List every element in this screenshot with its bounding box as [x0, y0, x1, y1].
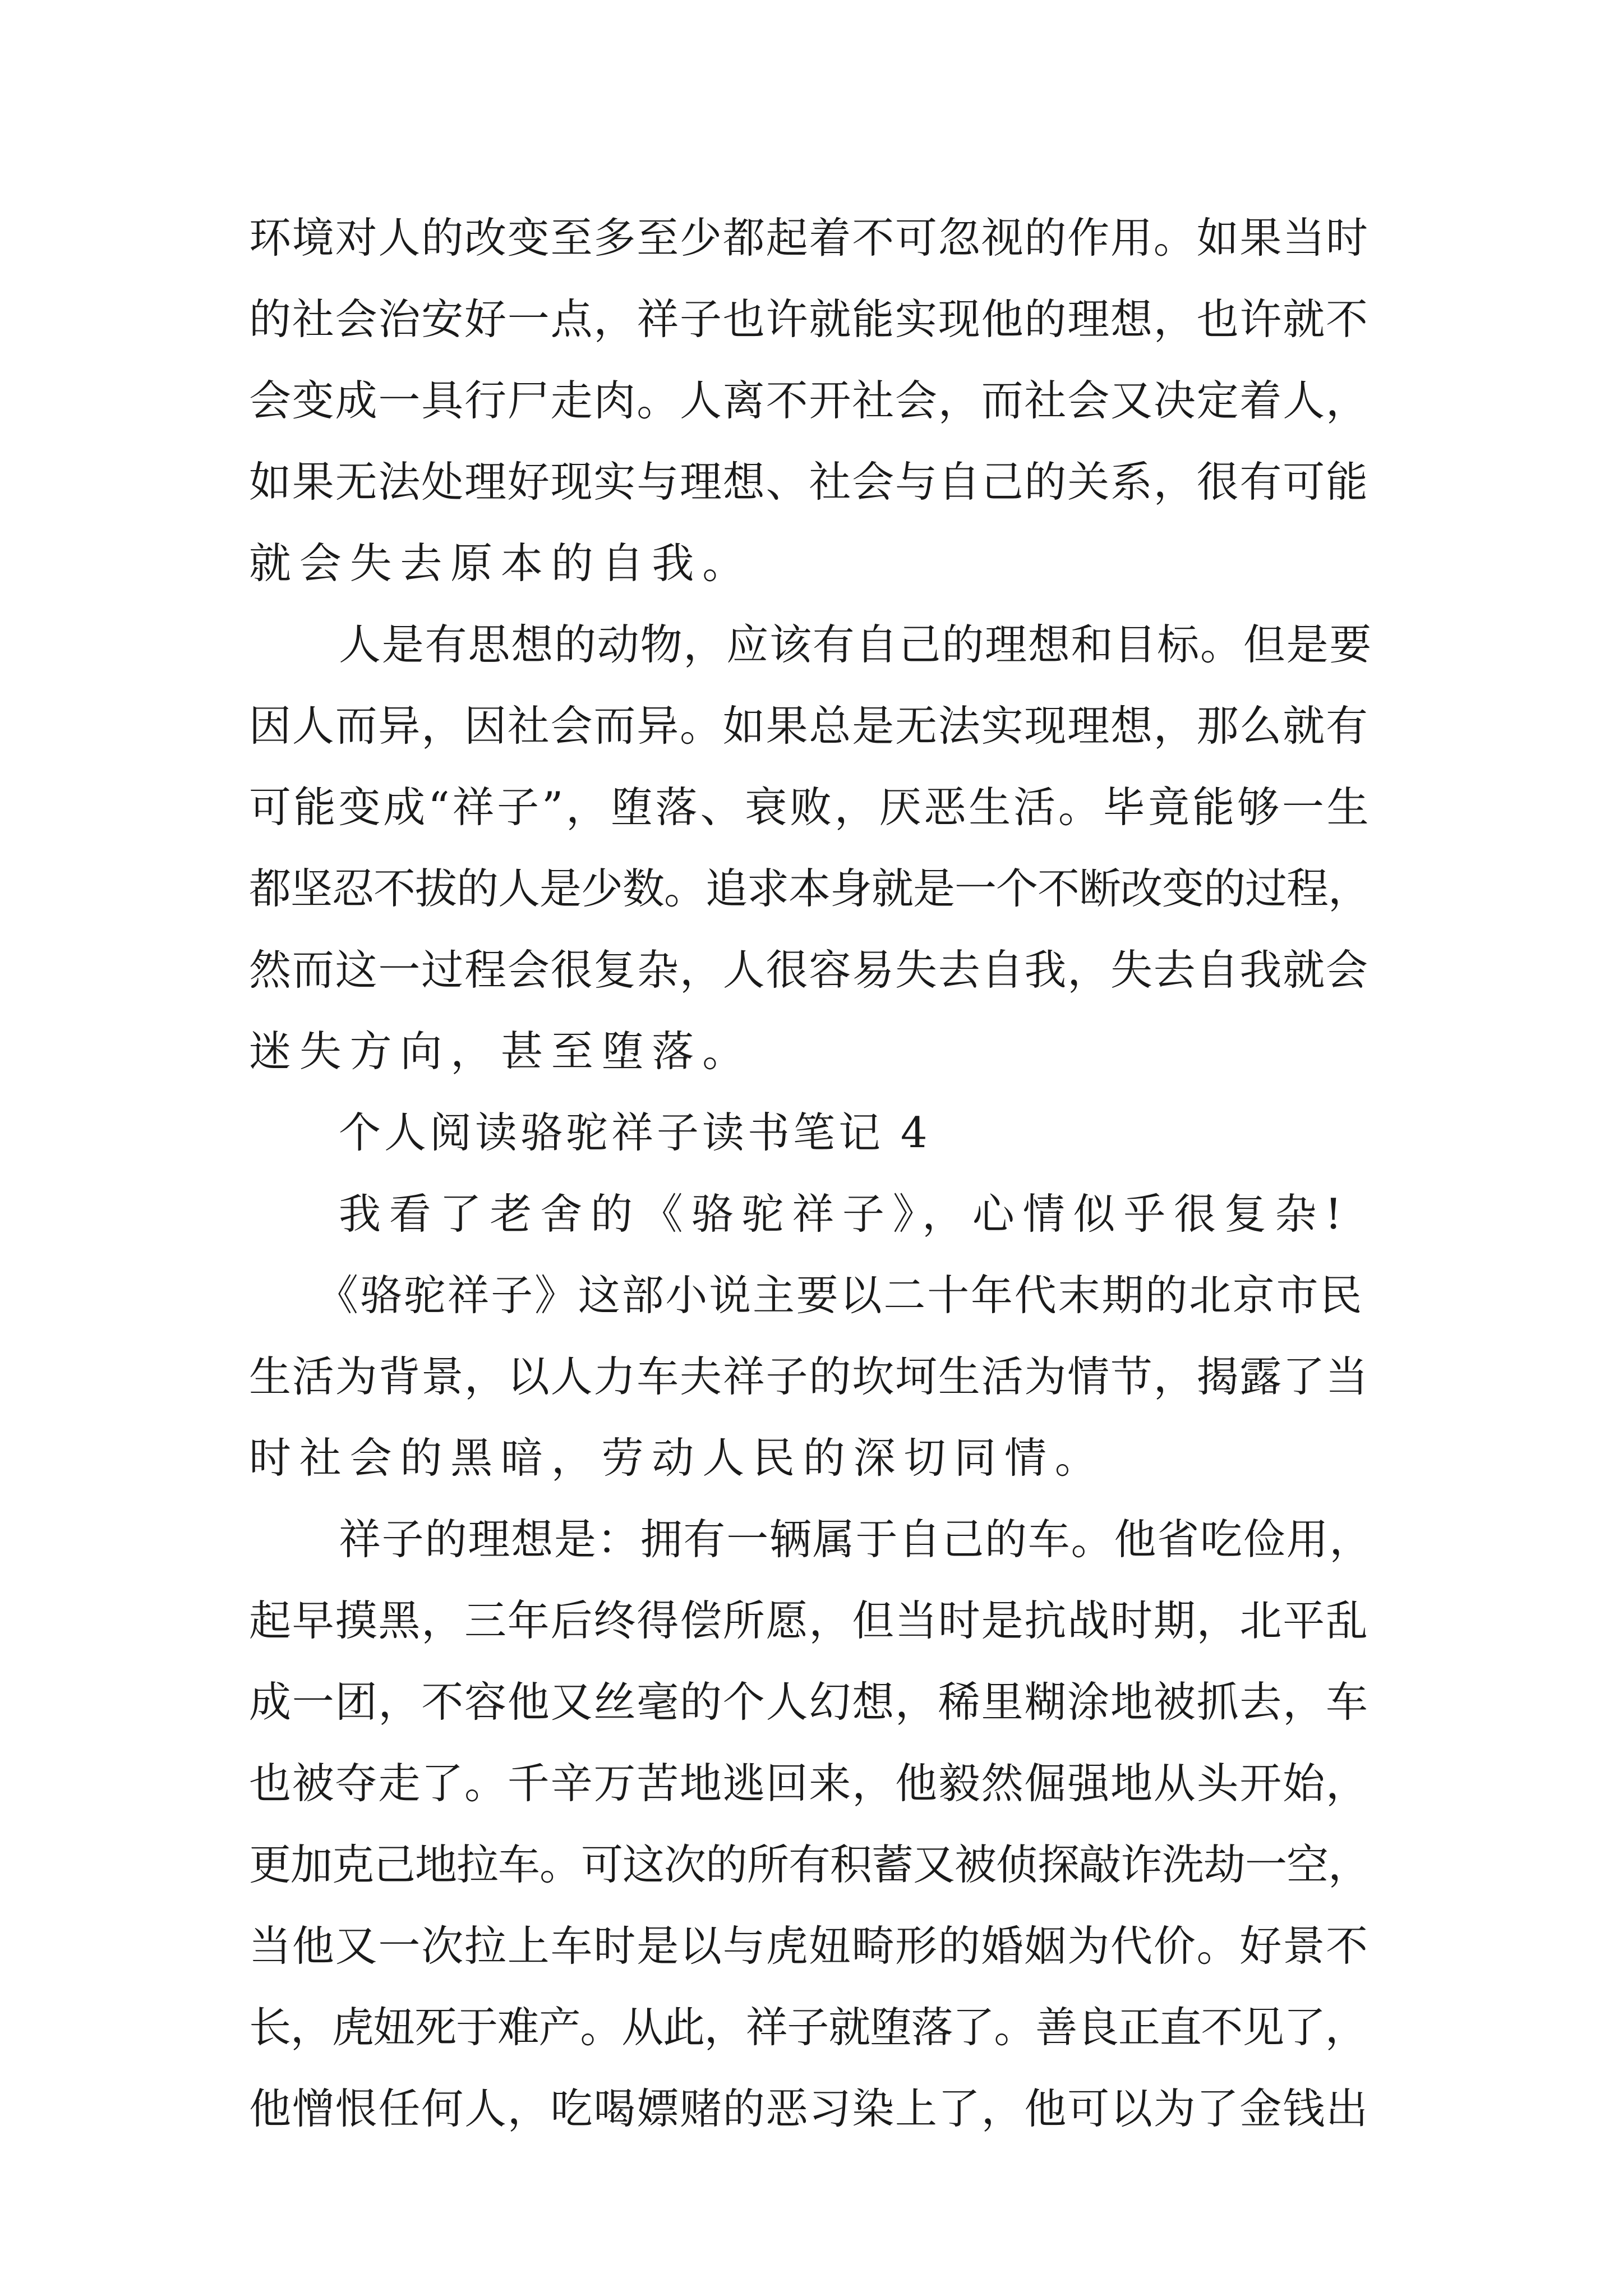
paragraph-5-line-6: 当他又一次拉上车时是以与虎妞畸形的婚姻为代价。好景不: [249, 1921, 1369, 1971]
paragraph-2-line-1: 人是有思想的动物，应该有自己的理想和目标。但是要: [339, 620, 1373, 669]
paragraph-5-line-5: 更加克己地拉车。可这次的所有积蓄又被侦探敲诈洗劫一空，: [249, 1840, 1370, 1889]
paragraph-2-line-5: 然而这一过程会很复杂，人很容易失去自我，失去自我就会: [249, 945, 1369, 995]
paragraph-2-line-3: 可能变成“祥子”，堕落、衰败，厌恶生活。毕竟能够一生: [249, 783, 1372, 832]
paragraph-1-line-5: 就会失去原本的自我。: [249, 539, 753, 588]
paragraph-5-line-7: 长，虎妞死于难产。从此，祥子就堕落了。善良正直不见了，: [249, 2003, 1367, 2052]
paragraph-5-line-2: 起早摸黑，三年后终得偿所愿，但当时是抗战时期，北平乱: [249, 1596, 1369, 1645]
paragraph-2-line-4: 都坚忍不拔的人是少数。追求本身就是一个不断改变的过程，: [249, 864, 1370, 913]
paragraph-1-line-1: 环境对人的改变至多至少都起着不可忽视的作用。如果当时: [249, 213, 1369, 263]
paragraph-4-line-2: 生活为背景，以人力车夫祥子的坎坷生活为情节，揭露了当: [249, 1352, 1369, 1401]
paragraph-1-line-4: 如果无法处理好现实与理想、社会与自己的关系，很有可能: [249, 457, 1369, 507]
paragraph-3-line-1: 我看了老舍的《骆驼祥子》，心情似乎很复杂!: [339, 1189, 1350, 1239]
paragraph-1-line-2: 的社会治安好一点，祥子也许就能实现他的理想，也许就不: [249, 295, 1369, 344]
paragraph-4-line-1: 《骆驼祥子》这部小说主要以二十年代末期的北京市民: [316, 1271, 1364, 1320]
paragraph-5-line-3: 成一团，不容他又丝毫的个人幻想，稀里糊涂地被抓去，车: [249, 1677, 1369, 1727]
paragraph-5-line-8: 他憎恨任何人，吃喝嫖赌的恶习染上了，他可以为了金钱出: [249, 2084, 1369, 2133]
paragraph-2-line-2: 因人而异，因社会而异。如果总是无法实现理想，那么就有: [249, 701, 1369, 751]
paragraph-5-line-1: 祥子的理想是：拥有一辆属于自己的车。他省吃俭用，: [339, 1515, 1373, 1564]
paragraph-5-line-4: 也被夺走了。千辛万苦地逃回来，他毅然倔强地从头开始，: [249, 1759, 1369, 1808]
paragraph-1-line-3: 会变成一具行尸走肉。人离不开社会，而社会又决定着人，: [249, 376, 1369, 425]
paragraph-2-line-6: 迷失方向，甚至堕落。: [249, 1027, 753, 1076]
paragraph-4-line-3: 时社会的黑暗，劳动人民的深切同情。: [249, 1433, 1105, 1483]
section-heading: 个人阅读骆驼祥子读书笔记 4: [339, 1108, 931, 1157]
